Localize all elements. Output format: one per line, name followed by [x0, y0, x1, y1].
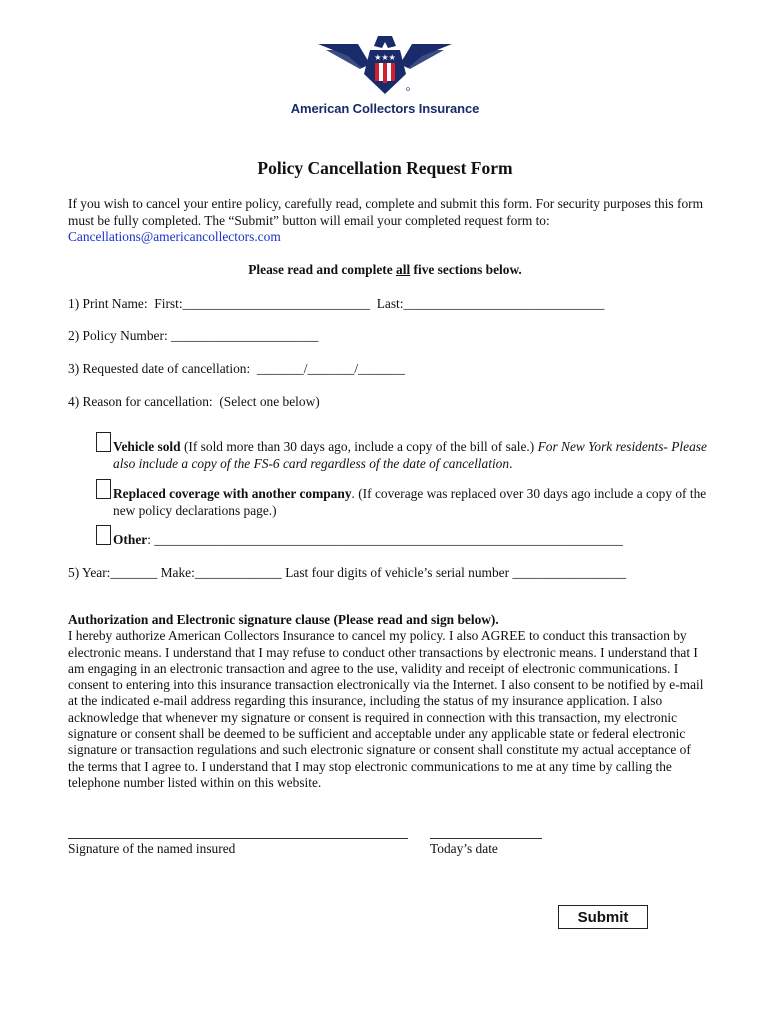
intro-text: If you wish to cancel your entire policy, carefully read, complete and submit this form. For security purposes this form must be fully completed. The “Submit” button will email your completed request form to:: [68, 196, 704, 228]
replaced-coverage-option: [113, 486, 713, 519]
replaced-coverage-text: . (If coverage was replaced over 30 days ago include a copy of the new policy declarations page.): [113, 486, 707, 518]
instructions: [0, 262, 770, 278]
authorization-body: I hereby authorize American Collectors Insurance to cancel my policy. I also AGREE to conduct this transaction by electronic means. I understand that I may refuse to conduct other transactions by electronic means. I understand that I am engaging in an electronic transaction and agree to the use, validity and receipt of electronic communications. I consent to entering into this insurance transaction electronically via the Internet. I also consent to be notified by e-mail at the indicated e-mail address regarding this insurance, including the status of my insurance application. I also acknowledge that whenever my signature or consent is required in connection with this transaction, my electronic signature or consent shall be deemed to be sufficient and acceptable under any applicable state or federal electronic signature or transaction regulations and such electronic signature or consent shall constitute my actual acceptance of the terms that I agree to. I understand that I may stop electronic communications to me at any time by calling the telephone number listed within on this website.: [68, 628, 704, 790]
vehicle-sold-tail: .: [509, 455, 513, 471]
instruction-pre: Please read and complete: [248, 262, 397, 277]
cancellation-date-field[interactable]: 3) Requested date of cancellation: _______/_______/_______: [68, 361, 405, 376]
policy-number-field[interactable]: 2) Policy Number: ______________________: [68, 328, 319, 343]
date-label: Today’s date: [430, 841, 498, 856]
vehicle-sold-text: (If sold more than 30 days ago, include a copy of the bill of sale.): [180, 439, 538, 454]
other-label: Other: [113, 532, 148, 547]
vehicle-sold-label: Vehicle sold: [113, 439, 181, 454]
vehicle-details-field[interactable]: 5) Year:_______ Make:_____________ Last four digits of vehicle’s serial number _________________: [68, 565, 627, 580]
intro-paragraph: [68, 196, 708, 246]
svg-text:★★★: ★★★: [374, 53, 396, 62]
other-text-field[interactable]: : ______________________________________________________________________: [147, 532, 623, 547]
print-name-field[interactable]: 1) Print Name: First:____________________________ Last:______________________________: [68, 296, 605, 311]
date-line[interactable]: [430, 838, 542, 839]
instruction-emphasis: all: [396, 262, 411, 277]
reason-label: 4) Reason for cancellation: (Select one below): [68, 394, 320, 409]
submit-button[interactable]: Submit: [558, 905, 648, 929]
vehicle-sold-checkbox[interactable]: [96, 432, 111, 452]
cancellations-email-link[interactable]: Cancellations@americancollectors.com: [68, 229, 281, 244]
vehicle-sold-option: [113, 439, 713, 472]
replaced-coverage-label: Replaced coverage with another company: [113, 486, 352, 501]
other-checkbox[interactable]: [96, 525, 111, 545]
new-york-note: For New York residents- Please also include a copy of the FS-6 card regardless of the date of cancellation: [113, 439, 707, 471]
signature-label: Signature of the named insured: [68, 841, 236, 856]
authorization-clause: [68, 612, 708, 791]
other-option[interactable]: [113, 532, 713, 549]
instruction-post: five sections below.: [410, 262, 522, 277]
authorization-heading: Authorization and Electronic signature clause (Please read and sign below).: [68, 612, 499, 627]
signature-line[interactable]: [68, 838, 408, 839]
replaced-coverage-checkbox[interactable]: [96, 479, 111, 499]
brand-name: American Collectors Insurance: [290, 101, 480, 116]
american-collectors-eagle-logo: [318, 34, 452, 96]
form-title: Policy Cancellation Request Form: [257, 158, 513, 178]
